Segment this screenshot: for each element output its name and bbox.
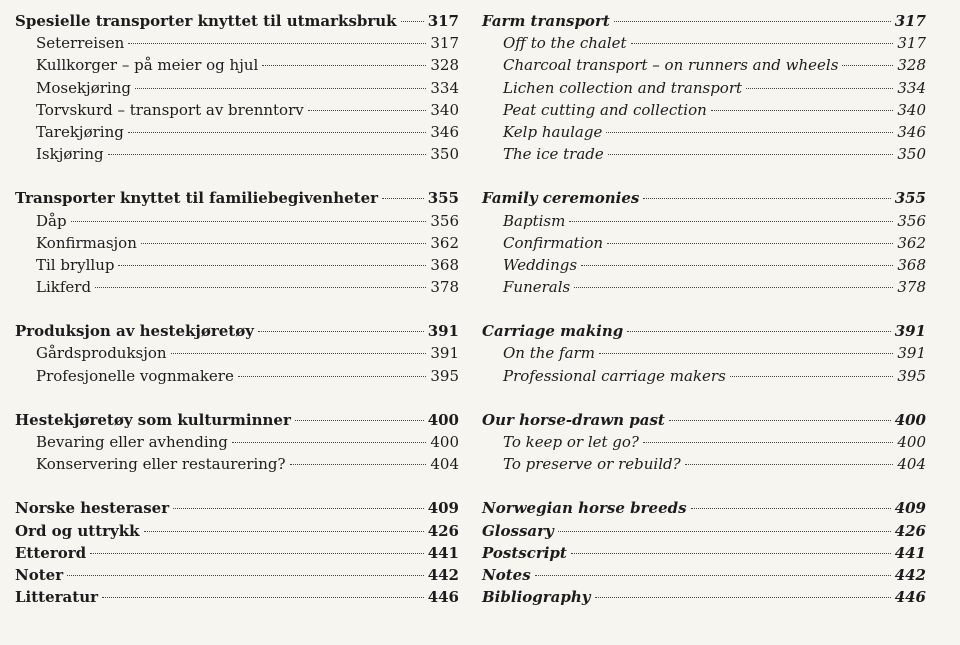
toc-heading-entry [15,564,459,586]
page-number: 346 [430,122,459,141]
dot-leader [571,553,891,554]
entry-title: Tarekjøring [36,122,124,141]
toc-heading-entry [15,10,459,32]
page-number: 328 [897,56,926,75]
toc-subentry [15,431,459,453]
dot-leader [595,597,891,598]
dot-leader [102,597,424,598]
page-number: 446 [894,588,926,607]
dot-leader [711,110,894,111]
page-number: 368 [430,255,459,274]
toc-subentry [15,365,459,387]
dot-leader [295,420,424,421]
entry-title: Family ceremonies [482,189,640,208]
dot-leader [171,353,427,354]
page-number: 400 [430,433,459,451]
dot-leader [290,464,427,465]
toc-section [15,320,459,387]
page-number: 426 [427,521,459,540]
entry-title: Hestekjøretøy som kulturminner [15,410,291,429]
page-number: 395 [897,366,926,385]
entry-title: Norwegian horse breeds [482,499,687,518]
toc-heading-entry [482,187,926,209]
toc-subentry [482,99,926,121]
entry-title: Til bryllup [36,255,115,274]
toc-heading-entry [482,542,926,564]
entry-title: Confirmation [503,233,604,252]
dot-leader [608,154,894,155]
toc-subentry [482,431,926,453]
toc-section [15,187,459,298]
toc-subentry [482,32,926,54]
entry-title: Likferd [36,278,92,297]
page-number: 378 [897,278,926,297]
toc-section [15,10,459,165]
entry-title: Professional carriage makers [503,366,726,385]
entry-title: Funerals [503,278,571,297]
dot-leader [238,376,427,377]
page-number: 317 [427,12,459,30]
page-number: 350 [897,145,926,164]
page-number: 400 [897,433,926,451]
page-number: 391 [430,344,459,363]
dot-leader [118,265,426,266]
toc-subentry [482,232,926,254]
page-number: 441 [894,543,926,562]
toc-subentry [15,210,459,232]
toc-heading-entry [15,520,459,542]
entry-title: Transporter knyttet til familiebegivenheter [15,189,379,208]
dot-leader [95,287,426,288]
entry-title: Mosekjøring [36,78,131,97]
dot-leader [643,198,890,199]
entry-title: Litteratur [15,588,99,607]
toc-section [15,497,459,608]
entry-title: Postscript [482,543,567,562]
toc-section [482,497,926,608]
dot-leader [67,575,424,576]
entry-title: Lichen collection and transport [503,78,743,97]
entry-title: Etterord [15,543,87,562]
entry-title: Charcoal transport – on runners and wheels [503,56,839,75]
toc-subentry [482,77,926,99]
toc-heading-entry [482,564,926,586]
dot-leader [144,531,424,532]
toc-heading-entry [482,320,926,342]
dot-leader [631,43,894,44]
toc-subentry [15,453,459,475]
page-number: 340 [430,100,459,119]
entry-title: Farm transport [482,12,610,30]
page-number: 362 [430,233,459,252]
dot-leader [627,331,890,332]
toc-subentry [15,121,459,143]
page-number: 334 [430,78,459,97]
toc-heading-entry [15,320,459,342]
entry-title: Produksjon av hestekjøretøy [15,322,254,341]
entry-title: Baptism [503,211,566,230]
entry-title: Torvskurd – transport av brenntorv [36,100,304,119]
entry-title: Norske hesteraser [15,499,170,518]
page-number: 404 [897,455,926,474]
dot-leader [607,243,893,244]
page-number: 409 [894,499,926,518]
toc-subentry [482,254,926,276]
page-number: 409 [427,499,459,518]
entry-title: To keep or let go? [503,433,639,451]
entry-title: Notes [482,565,531,584]
dot-leader [730,376,894,377]
toc-subentry [482,121,926,143]
dot-leader [685,464,894,465]
entry-title: The ice trade [503,145,604,164]
toc-subentry [482,276,926,298]
toc-heading-entry [482,10,926,32]
entry-title: Konfirmasjon [36,233,137,252]
toc-heading-entry [15,586,459,608]
page-number: 378 [430,278,459,297]
page-number: 356 [430,211,459,230]
page-number: 356 [897,211,926,230]
dot-leader [401,21,424,22]
dot-leader [569,221,893,222]
page-number: 328 [430,56,459,75]
dot-leader [669,420,891,421]
dot-leader [691,508,891,509]
toc-column-english [482,10,926,608]
dot-leader [842,65,893,66]
page-number: 426 [894,521,926,540]
page-number: 400 [427,410,459,429]
entry-title: Off to the chalet [503,34,627,53]
entry-title: Kelp haulage [503,122,603,141]
dot-leader [382,198,424,199]
toc-column-norwegian [15,10,459,608]
dot-leader [308,110,427,111]
page-number: 340 [897,100,926,119]
dot-leader [746,88,893,89]
toc-heading-entry [482,586,926,608]
entry-title: Weddings [503,255,578,274]
toc-subentry [482,365,926,387]
toc-section [482,187,926,298]
entry-title: Ord og uttrykk [15,521,140,540]
toc-section [482,409,926,476]
toc-heading-entry [15,497,459,519]
dot-leader [135,88,426,89]
toc-section [15,409,459,476]
entry-title: Carriage making [482,322,624,341]
toc-subentry [15,77,459,99]
entry-title: Profesjonelle vognmakere [36,366,234,385]
dot-leader [614,21,891,22]
dot-leader [262,65,426,66]
entry-title: Iskjøring [36,145,104,164]
toc-subentry [15,254,459,276]
page-number: 355 [427,189,459,208]
toc-section [482,320,926,387]
dot-leader [90,553,424,554]
page-number: 441 [427,543,459,562]
dot-leader [558,531,891,532]
toc-heading-entry [482,497,926,519]
toc-subentry [15,342,459,364]
page-number: 368 [897,255,926,274]
toc-subentry [482,342,926,364]
toc-subentry [15,99,459,121]
toc-subentry [15,32,459,54]
entry-title: Peat cutting and collection [503,100,707,119]
dot-leader [173,508,424,509]
dot-leader [606,132,893,133]
toc-subentry [15,232,459,254]
entry-title: Spesielle transporter knyttet til utmarksbruk [15,12,397,30]
toc-heading-entry [482,520,926,542]
dot-leader [535,575,891,576]
entry-title: Bibliography [482,588,591,607]
page-number: 391 [897,344,926,363]
entry-title: Seterreisen [36,34,125,53]
dot-leader [108,154,427,155]
toc-subentry [482,143,926,165]
page-number: 317 [430,34,459,53]
dot-leader [128,132,427,133]
entry-title: Glossary [482,521,554,540]
entry-title: Kullkorger – på meier og hjul [36,56,259,75]
page-number: 395 [430,366,459,385]
toc-heading-entry [15,409,459,431]
page-number: 362 [897,233,926,252]
toc-subentry [15,54,459,76]
page-number: 334 [897,78,926,97]
entry-title: Bevaring eller avhending [36,433,228,451]
toc-subentry [482,453,926,475]
toc-subentry [482,210,926,232]
toc-subentry [15,143,459,165]
page-number: 404 [430,455,459,474]
toc-subentry [15,276,459,298]
toc-heading-entry [15,187,459,209]
page-number: 317 [894,12,926,30]
dot-leader [258,331,424,332]
entry-title: Noter [15,565,64,584]
page-number: 391 [427,322,459,341]
dot-leader [643,442,893,443]
dot-leader [232,442,426,443]
page-number: 442 [894,565,926,584]
page-number: 391 [894,322,926,341]
entry-title: Gårdsproduksjon [36,344,167,363]
page-number: 446 [427,588,459,607]
page-number: 442 [427,565,459,584]
entry-title: On the farm [503,344,595,363]
toc-subentry [482,54,926,76]
dot-leader [581,265,893,266]
page-number: 346 [897,122,926,141]
toc-section [482,10,926,165]
dot-leader [128,43,426,44]
entry-title: Our horse-drawn past [482,410,665,429]
entry-title: Konservering eller restaurering? [36,455,286,474]
page-number: 350 [430,145,459,164]
page-number: 400 [894,410,926,429]
toc-heading-entry [15,542,459,564]
entry-title: To preserve or rebuild? [503,455,681,474]
dot-leader [141,243,426,244]
dot-leader [71,221,427,222]
toc-heading-entry [482,409,926,431]
dot-leader [574,287,893,288]
page-number: 355 [894,189,926,208]
page-number: 317 [897,34,926,53]
entry-title: Dåp [36,211,67,230]
dot-leader [599,353,893,354]
